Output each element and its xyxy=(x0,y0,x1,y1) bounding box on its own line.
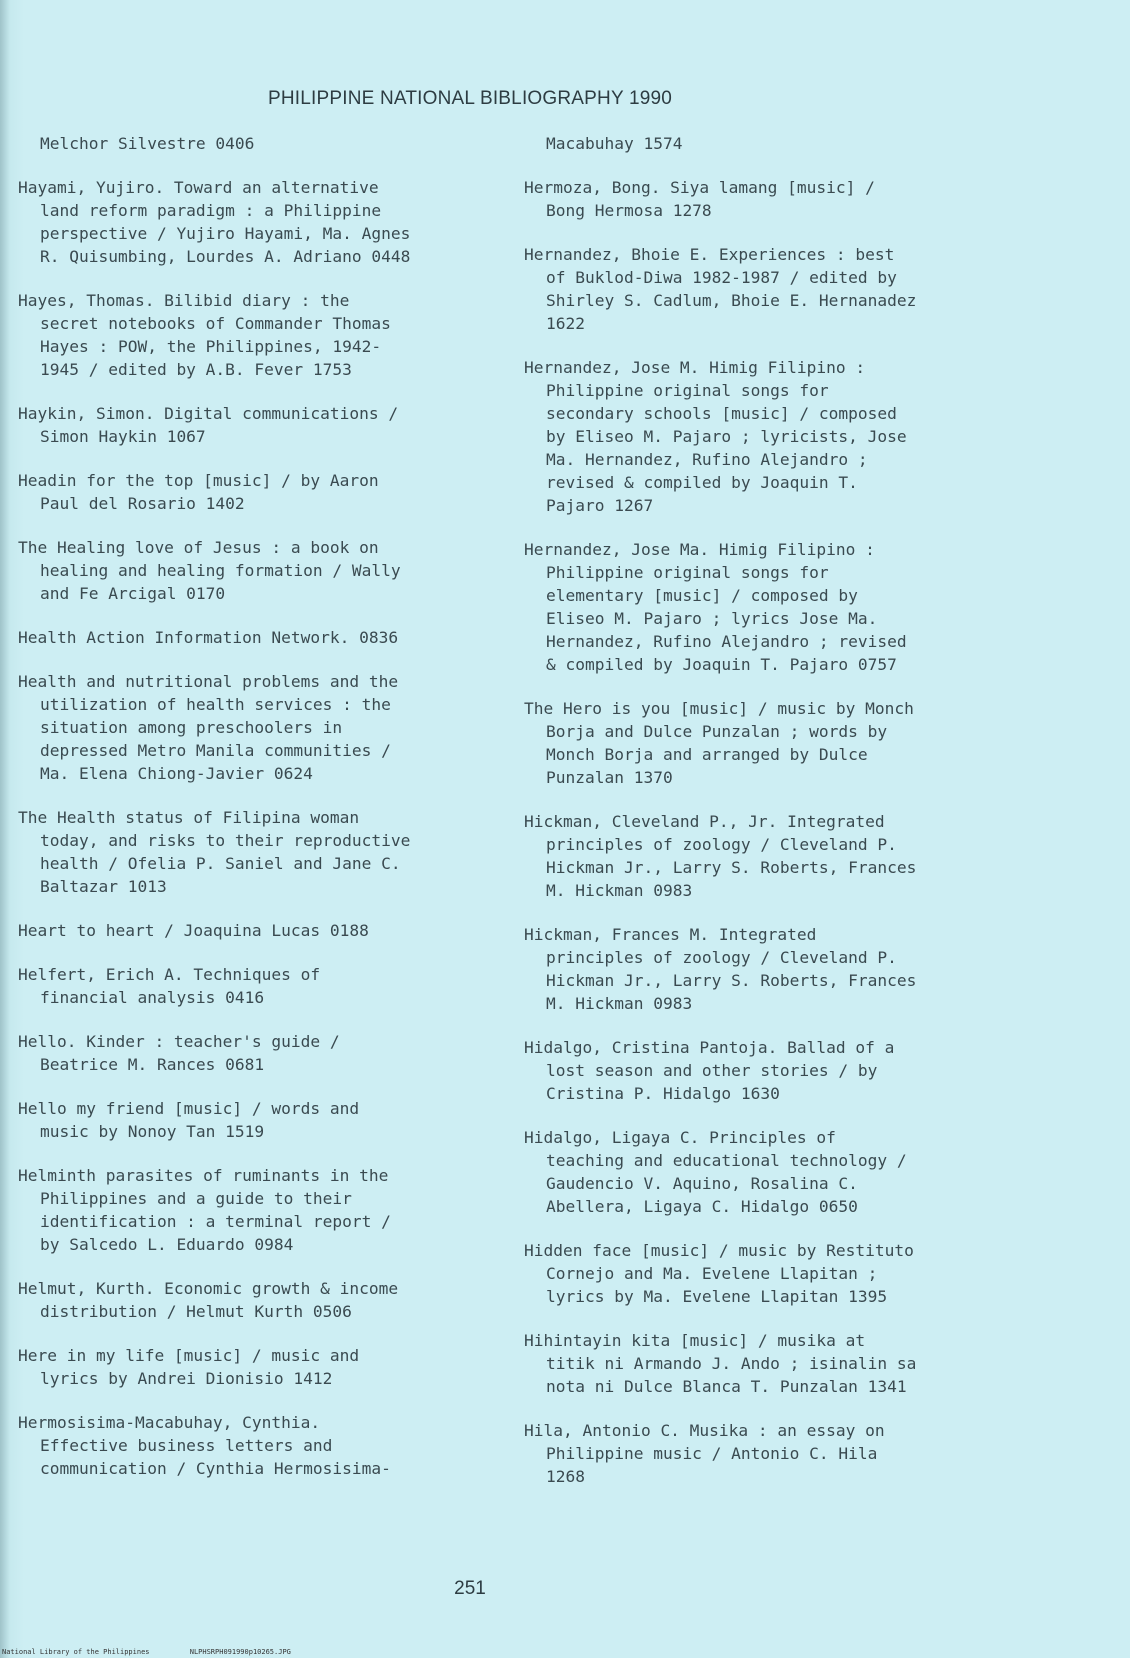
scan-footer xyxy=(2,1648,327,1656)
bib-entry: Hernandez, Jose M. Himig Filipino : Philippine original songs for secondary schools [music] / composed by Eliseo M. Pajaro ; lyricists, Jose Ma. Hernandez, Rufino Alejandro ; revised & compiled by Joaquin T. Pajaro 1267 xyxy=(524,358,907,515)
bib-entry: Here in my life [music] / music and lyrics by Andrei Dionisio 1412 xyxy=(18,1346,360,1388)
bib-entry: The Hero is you [music] / music by Monch Borja and Dulce Punzalan ; words by Monch Borja and arranged by Dulce Punzalan 1370 xyxy=(524,699,914,787)
bib-entry: Helfert, Erich A. Techniques of financial analysis 0416 xyxy=(18,965,321,1007)
bib-entry: Hickman, Cleveland P., Jr. Integrated principles of zoology / Cleveland P. Hickman Jr., Larry S. Roberts, Frances M. Hickman 0983 xyxy=(524,812,917,900)
bib-entry: Hidalgo, Cristina Pantoja. Ballad of a lost season and other stories / by Cristina P. Hidalgo 1630 xyxy=(524,1038,895,1103)
bib-entry: Hidden face [music] / music by Restituto Cornejo and Ma. Evelene Llapitan ; lyrics by Ma. Evelene Llapitan 1395 xyxy=(524,1241,914,1306)
bib-entry: Headin for the top [music] / by Aaron Paul del Rosario 1402 xyxy=(18,471,379,513)
bib-entry: Heart to heart / Joaquina Lucas 0188 xyxy=(18,921,369,940)
bib-entry: Macabuhay 1574 xyxy=(546,134,683,153)
bib-entry: Health and nutritional problems and the utilization of health services : the situation among preschoolers in depressed Metro Manila communities / Ma. Elena Chiong-Javier 0624 xyxy=(18,672,399,783)
bib-entry: Hermoza, Bong. Siya lamang [music] / Bong Hermosa 1278 xyxy=(524,178,875,220)
footer-file: NLPHSRPH091990p10265.JPG xyxy=(189,1648,291,1656)
bib-entry: Helminth parasites of ruminants in the Philippines and a guide to their identification : a terminal report / by Salcedo L. Eduardo 0984 xyxy=(18,1166,391,1254)
bib-entry: Hello my friend [music] / words and music by Nonoy Tan 1519 xyxy=(18,1099,360,1141)
bib-entry: Hayes, Thomas. Bilibid diary : the secret notebooks of Commander Thomas Hayes : POW, the Philippines, 1942- 1945 / edited by A.B. Fever 1753 xyxy=(18,291,391,379)
bib-entry: Hidalgo, Ligaya C. Principles of teaching and educational technology / Gaudencio V. Aquino, Rosalina C. Abellera, Ligaya C. Hidalgo 0650 xyxy=(524,1128,907,1216)
bib-entry: Hernandez, Jose Ma. Himig Filipino : Philippine original songs for elementary [music] / composed by Eliseo M. Pajaro ; lyrics Jose Ma. Hernandez, Rufino Alejandro ; revised & compiled by Joaquin T. Pajaro 0757 xyxy=(524,540,907,674)
page-title: PHILIPPINE NATIONAL BIBLIOGRAPHY 1990 xyxy=(267,88,673,109)
right-column xyxy=(524,132,1004,1509)
footer-library: National Library of the Philippines xyxy=(2,1648,150,1656)
bib-entry: Hickman, Frances M. Integrated principles of zoology / Cleveland P. Hickman Jr., Larry S. Roberts, Frances M. Hickman 0983 xyxy=(524,925,917,1013)
bib-entry: Hermosisima-Macabuhay, Cynthia. Effective business letters and communication / Cynthia Hermosisima- xyxy=(18,1413,391,1478)
bib-entry: Hayami, Yujiro. Toward an alternative land reform paradigm : a Philippine perspective / Yujiro Hayami, Ma. Agnes R. Quisumbing, Lourdes A. Adriano 0448 xyxy=(18,178,411,266)
page-number: 251 xyxy=(454,1578,486,1599)
bib-entry: Health Action Information Network. 0836 xyxy=(18,628,399,647)
bib-entry: The Healing love of Jesus : a book on healing and healing formation / Wally and Fe Arcigal 0170 xyxy=(18,538,401,603)
bib-entry: Helmut, Kurth. Economic growth & income distribution / Helmut Kurth 0506 xyxy=(18,1279,399,1321)
bib-entry: Hernandez, Bhoie E. Experiences : best of Buklod-Diwa 1982-1987 / edited by Shirley S. Cadlum, Bhoie E. Hernanadez 1622 xyxy=(524,245,917,333)
bib-entry: Hello. Kinder : teacher's guide / Beatrice M. Rances 0681 xyxy=(18,1032,340,1074)
left-column xyxy=(18,132,488,1501)
bib-entry: Melchor Silvestre 0406 xyxy=(40,134,255,153)
bib-entry: Hihintayin kita [music] / musika at titik ni Armando J. Ando ; isinalin sa nota ni Dulce Blanca T. Punzalan 1341 xyxy=(524,1331,917,1396)
bib-entry: Haykin, Simon. Digital communications / Simon Haykin 1067 xyxy=(18,404,399,446)
bib-entry: The Health status of Filipina woman today, and risks to their reproductive health / Ofelia P. Saniel and Jane C. Baltazar 1013 xyxy=(18,808,411,896)
bib-entry: Hila, Antonio C. Musika : an essay on Philippine music / Antonio C. Hila 1268 xyxy=(524,1421,885,1486)
